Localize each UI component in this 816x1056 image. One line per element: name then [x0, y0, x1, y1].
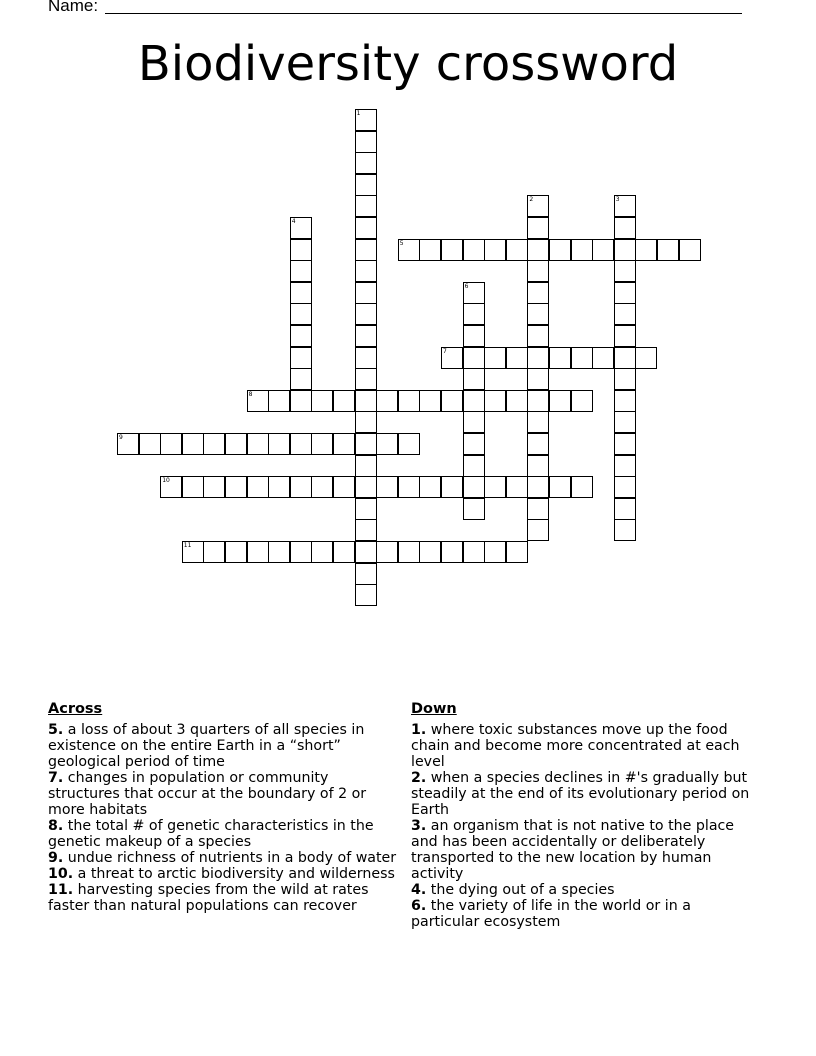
down-clue — [411, 882, 761, 898]
grid-cell[interactable] — [355, 455, 377, 477]
across-clue-list — [48, 722, 398, 914]
grid-cell[interactable] — [527, 455, 549, 477]
grid-cell[interactable] — [571, 390, 593, 412]
grid-cell[interactable] — [484, 239, 506, 261]
grid-cell[interactable] — [247, 541, 269, 563]
grid-cell[interactable] — [527, 390, 549, 412]
grid-cell[interactable] — [311, 390, 333, 412]
grid-cell[interactable] — [355, 584, 377, 606]
grid-cell[interactable] — [376, 476, 398, 498]
grid-cell[interactable] — [290, 282, 312, 304]
grid-cell[interactable] — [290, 303, 312, 325]
grid-cell[interactable] — [355, 498, 377, 520]
grid-cell[interactable] — [463, 282, 485, 304]
grid-cell[interactable] — [549, 347, 571, 369]
grid-cell[interactable] — [355, 325, 377, 347]
grid-cell[interactable] — [614, 325, 636, 347]
grid-cell[interactable] — [355, 217, 377, 239]
clue-text: when a species declines in #'s gradually but steadily at the end of its evolutionary period on Earth — [411, 770, 750, 818]
grid-cell[interactable] — [614, 476, 636, 498]
grid-cell[interactable] — [355, 347, 377, 369]
cell-number: 9 — [119, 434, 123, 441]
grid-cell[interactable] — [203, 433, 225, 455]
grid-cell[interactable] — [463, 347, 485, 369]
grid-cell[interactable] — [355, 476, 377, 498]
grid-cell[interactable] — [441, 476, 463, 498]
clue-number: 5. — [48, 722, 64, 738]
clue-text: a loss of about 3 quarters of all species in existence on the entire Earth in a “short” geological period of time — [48, 722, 365, 770]
cell-number: 4 — [291, 218, 296, 225]
grid-cell[interactable] — [506, 239, 528, 261]
grid-cell[interactable] — [463, 433, 485, 455]
across-heading: Across — [48, 701, 103, 717]
clue-text: a threat to arctic biodiversity and wilderness — [73, 866, 395, 882]
grid-cell[interactable] — [463, 239, 485, 261]
clue-number: 2. — [411, 770, 427, 786]
clue-text: the dying out of a species — [426, 882, 615, 898]
cell-number: 11 — [183, 542, 192, 549]
grid-cell[interactable] — [441, 541, 463, 563]
grid-cell[interactable] — [355, 152, 377, 174]
page-title: Biodiversity crossword — [137, 36, 679, 92]
grid-cell[interactable] — [419, 541, 441, 563]
grid-cell[interactable] — [355, 519, 377, 541]
grid-cell[interactable] — [376, 433, 398, 455]
grid-cell[interactable] — [614, 368, 636, 390]
grid-cell[interactable] — [571, 239, 593, 261]
grid-cell[interactable] — [463, 325, 485, 347]
grid-cell[interactable] — [268, 476, 290, 498]
grid-cell[interactable] — [419, 390, 441, 412]
grid-cell[interactable] — [139, 433, 161, 455]
clue-text: the total # of genetic characteristics in the genetic makeup of a species — [48, 818, 374, 850]
grid-cell[interactable] — [506, 347, 528, 369]
grid-cell[interactable] — [549, 476, 571, 498]
grid-cell[interactable] — [635, 239, 657, 261]
grid-cell[interactable] — [290, 541, 312, 563]
grid-cell[interactable] — [635, 347, 657, 369]
grid-cell[interactable] — [614, 390, 636, 412]
grid-cell[interactable] — [679, 239, 701, 261]
grid-cell[interactable] — [614, 239, 636, 261]
grid-cell[interactable] — [419, 239, 441, 261]
grid-cell[interactable] — [614, 433, 636, 455]
grid-cell[interactable] — [527, 195, 549, 217]
grid-cell[interactable] — [398, 390, 420, 412]
grid-cell[interactable] — [527, 347, 549, 369]
clue-number: 8. — [48, 818, 64, 834]
grid-cell[interactable] — [463, 303, 485, 325]
grid-cell[interactable] — [506, 476, 528, 498]
down-clue-list — [411, 722, 761, 930]
grid-cell[interactable] — [592, 347, 614, 369]
grid-cell[interactable] — [182, 541, 204, 563]
grid-cell[interactable] — [614, 282, 636, 304]
down-clue — [411, 898, 761, 930]
grid-cell[interactable] — [463, 411, 485, 433]
across-clue — [48, 866, 398, 882]
grid-cell[interactable] — [441, 239, 463, 261]
grid-cell[interactable] — [527, 411, 549, 433]
grid-cell[interactable] — [225, 433, 247, 455]
clue-number: 9. — [48, 850, 64, 866]
grid-cell[interactable] — [355, 131, 377, 153]
clue-number: 1. — [411, 722, 427, 738]
grid-cell[interactable] — [614, 195, 636, 217]
grid-cell[interactable] — [290, 325, 312, 347]
grid-cell[interactable] — [225, 476, 247, 498]
grid-cell[interactable] — [527, 325, 549, 347]
grid-cell[interactable] — [506, 390, 528, 412]
grid-cell[interactable] — [290, 390, 312, 412]
grid-cell[interactable] — [160, 476, 182, 498]
grid-cell[interactable] — [571, 476, 593, 498]
grid-cell[interactable] — [333, 390, 355, 412]
grid-cell[interactable] — [484, 541, 506, 563]
clue-number: 11. — [48, 882, 74, 898]
grid-cell[interactable] — [355, 368, 377, 390]
grid-cell[interactable] — [614, 347, 636, 369]
grid-cell[interactable] — [527, 282, 549, 304]
clue-number: 3. — [411, 818, 427, 834]
grid-cell[interactable] — [247, 390, 269, 412]
grid-cell[interactable] — [203, 541, 225, 563]
grid-cell[interactable] — [355, 109, 377, 131]
grid-cell[interactable] — [398, 476, 420, 498]
grid-cell[interactable] — [527, 519, 549, 541]
grid-cell[interactable] — [268, 390, 290, 412]
clue-number: 10. — [48, 866, 74, 882]
grid-cell[interactable] — [506, 541, 528, 563]
grid-cell[interactable] — [182, 433, 204, 455]
grid-cell[interactable] — [355, 195, 377, 217]
grid-cell[interactable] — [268, 541, 290, 563]
clue-number: 7. — [48, 770, 64, 786]
grid-cell[interactable] — [225, 541, 247, 563]
clue-text: an organism that is not native to the place and has been accidentally or deliberately transported to the new location by human activity — [411, 818, 735, 882]
grid-cell[interactable] — [247, 433, 269, 455]
grid-cell[interactable] — [268, 433, 290, 455]
grid-cell[interactable] — [614, 411, 636, 433]
grid-cell[interactable] — [614, 498, 636, 520]
grid-cell[interactable] — [203, 476, 225, 498]
down-clue — [411, 722, 761, 770]
clue-number: 6. — [411, 898, 427, 914]
grid-cell[interactable] — [355, 563, 377, 585]
grid-cell[interactable] — [614, 217, 636, 239]
clue-text: harvesting species from the wild at rates faster than natural populations can recover — [48, 882, 369, 914]
grid-cell[interactable] — [290, 347, 312, 369]
grid-cell[interactable] — [376, 390, 398, 412]
grid-cell[interactable] — [290, 217, 312, 239]
grid-cell[interactable] — [614, 260, 636, 282]
grid-cell[interactable] — [527, 260, 549, 282]
grid-cell[interactable] — [333, 433, 355, 455]
grid-cell[interactable] — [290, 239, 312, 261]
across-clue — [48, 882, 398, 914]
clue-text: undue richness of nutrients in a body of water — [63, 850, 397, 866]
cell-number: 2 — [529, 196, 534, 204]
grid-cell[interactable] — [333, 476, 355, 498]
grid-cell[interactable] — [484, 476, 506, 498]
grid-cell[interactable] — [527, 476, 549, 498]
grid-cell[interactable] — [463, 390, 485, 412]
grid-cell[interactable] — [290, 368, 312, 390]
clue-number: 4. — [411, 882, 427, 898]
grid-cell[interactable] — [355, 541, 377, 563]
grid-cell[interactable] — [463, 455, 485, 477]
grid-cell[interactable] — [355, 411, 377, 433]
grid-cell[interactable] — [117, 433, 139, 455]
grid-cell[interactable] — [355, 260, 377, 282]
cell-number: 8 — [248, 390, 253, 398]
grid-cell[interactable] — [527, 239, 549, 261]
cell-number: 10 — [162, 477, 170, 485]
cell-number: 1 — [356, 110, 361, 117]
grid-cell[interactable] — [463, 498, 485, 520]
across-clue — [48, 818, 398, 850]
down-clues — [411, 700, 761, 930]
grid-cell[interactable] — [160, 433, 182, 455]
grid-cell[interactable] — [463, 476, 485, 498]
cell-number: 3 — [615, 196, 620, 204]
grid-cell[interactable] — [290, 260, 312, 282]
grid-cell[interactable] — [614, 303, 636, 325]
grid-cell[interactable] — [549, 239, 571, 261]
grid-cell[interactable] — [311, 433, 333, 455]
grid-cell[interactable] — [376, 541, 398, 563]
grid-cell[interactable] — [355, 303, 377, 325]
clue-text: the variety of life in the world or in a particular ecosystem — [411, 898, 691, 930]
grid-cell[interactable] — [592, 239, 614, 261]
across-clue — [48, 850, 398, 866]
cell-number: 5 — [399, 239, 404, 247]
grid-cell[interactable] — [463, 541, 485, 563]
grid-cell[interactable] — [614, 519, 636, 541]
down-clue — [411, 770, 761, 818]
grid-cell[interactable] — [463, 368, 485, 390]
grid-cell[interactable] — [355, 174, 377, 196]
down-heading: Down — [411, 701, 457, 717]
grid-cell[interactable] — [355, 282, 377, 304]
grid-cell[interactable] — [484, 347, 506, 369]
grid-cell[interactable] — [398, 433, 420, 455]
grid-cell[interactable] — [333, 541, 355, 563]
grid-cell[interactable] — [355, 239, 377, 261]
grid-cell[interactable] — [527, 368, 549, 390]
grid-cell[interactable] — [571, 347, 593, 369]
grid-cell[interactable] — [614, 455, 636, 477]
grid-cell[interactable] — [527, 217, 549, 239]
grid-cell[interactable] — [441, 347, 463, 369]
grid-cell[interactable] — [355, 390, 377, 412]
grid-cell[interactable] — [419, 476, 441, 498]
grid-cell[interactable] — [527, 498, 549, 520]
across-clue — [48, 722, 398, 770]
grid-cell[interactable] — [290, 476, 312, 498]
cell-number: 7 — [443, 347, 447, 355]
grid-cell[interactable] — [311, 476, 333, 498]
grid-cell[interactable] — [355, 433, 377, 455]
clue-text: where toxic substances move up the food chain and become more concentrated at each level — [411, 722, 740, 770]
grid-cell[interactable] — [247, 476, 269, 498]
cell-number: 6 — [464, 282, 469, 290]
grid-cell[interactable] — [398, 239, 420, 261]
grid-cell[interactable] — [527, 303, 549, 325]
grid-cell[interactable] — [398, 541, 420, 563]
grid-cell[interactable] — [311, 541, 333, 563]
grid-cell[interactable] — [290, 433, 312, 455]
grid-cell[interactable] — [484, 390, 506, 412]
name-label: Name: — [48, 0, 99, 15]
grid-cell[interactable] — [549, 390, 571, 412]
down-clue — [411, 818, 761, 882]
grid-cell[interactable] — [182, 476, 204, 498]
clue-text: changes in population or community structures that occur at the boundary of 2 or more habitats — [48, 770, 367, 818]
across-clues — [48, 700, 398, 914]
grid-cell[interactable] — [441, 390, 463, 412]
across-clue — [48, 770, 398, 818]
grid-cell[interactable] — [527, 433, 549, 455]
grid-cell[interactable] — [657, 239, 679, 261]
